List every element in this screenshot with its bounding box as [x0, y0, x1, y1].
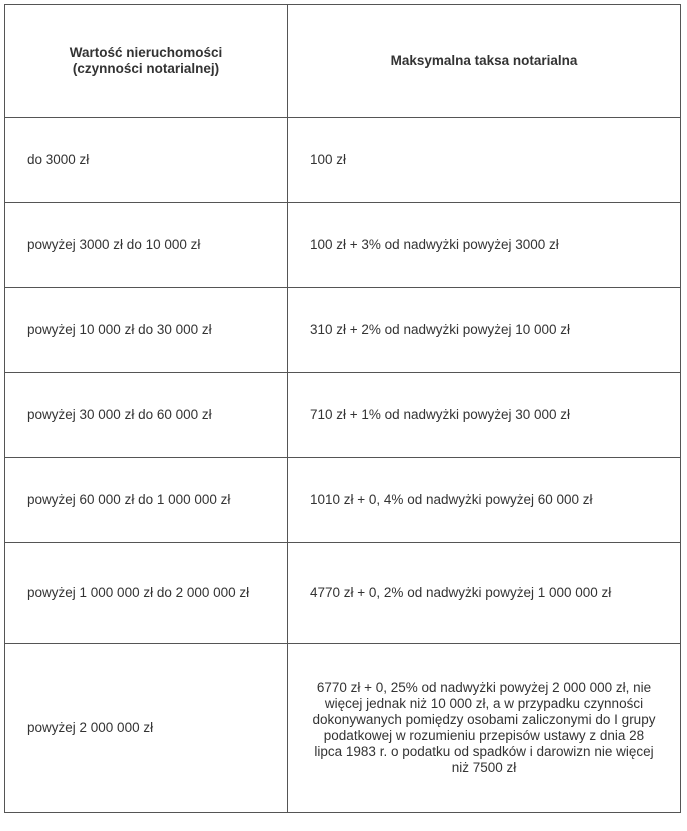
cell-property-value: do 3000 zł	[5, 118, 288, 203]
table-row	[5, 373, 681, 458]
cell-property-value: powyżej 60 000 zł do 1 000 000 zł	[5, 458, 288, 543]
cell-property-value: powyżej 30 000 zł do 60 000 zł	[5, 373, 288, 458]
header-property-value-line1: Wartość nieruchomości	[69, 45, 223, 60]
table-row	[5, 118, 681, 203]
cell-max-fee: 310 zł + 2% od nadwyżki powyżej 10 000 zł	[288, 288, 681, 373]
table-row	[5, 203, 681, 288]
cell-property-value: powyżej 10 000 zł do 30 000 zł	[5, 288, 288, 373]
header-property-value	[5, 5, 288, 118]
notary-fee-document	[4, 4, 680, 813]
cell-max-fee: 710 zł + 1% od nadwyżki powyżej 30 000 zł	[288, 373, 681, 458]
cell-max-fee: 1010 zł + 0, 4% od nadwyżki powyżej 60 000 zł	[288, 458, 681, 543]
table-row	[5, 543, 681, 644]
cell-property-value: powyżej 1 000 000 zł do 2 000 000 zł	[5, 543, 288, 644]
notary-fee-table	[4, 4, 681, 813]
table-row	[5, 644, 681, 813]
table-header-row	[5, 5, 681, 118]
cell-max-fee: 6770 zł + 0, 25% od nadwyżki powyżej 2 000 000 zł, nie więcej jednak niż 10 000 zł, a w przypadku czynności dokonywanych pomiędzy osobami zaliczonymi do I grupy podatkowej w rozumieniu przepisów ustawy z dnia 28 lipca 1983 r. o podatku od spadków i darowizn nie więcej niż 7500 zł	[288, 644, 681, 813]
header-max-fee: Maksymalna taksa notarialna	[288, 5, 681, 118]
cell-property-value: powyżej 2 000 000 zł	[5, 644, 288, 813]
table-row	[5, 458, 681, 543]
cell-property-value: powyżej 3000 zł do 10 000 zł	[5, 203, 288, 288]
table-row	[5, 288, 681, 373]
cell-max-fee: 4770 zł + 0, 2% od nadwyżki powyżej 1 000 000 zł	[288, 543, 681, 644]
header-property-value-line2: (czynności notarialnej)	[72, 61, 220, 76]
cell-max-fee: 100 zł	[288, 118, 681, 203]
cell-max-fee: 100 zł + 3% od nadwyżki powyżej 3000 zł	[288, 203, 681, 288]
